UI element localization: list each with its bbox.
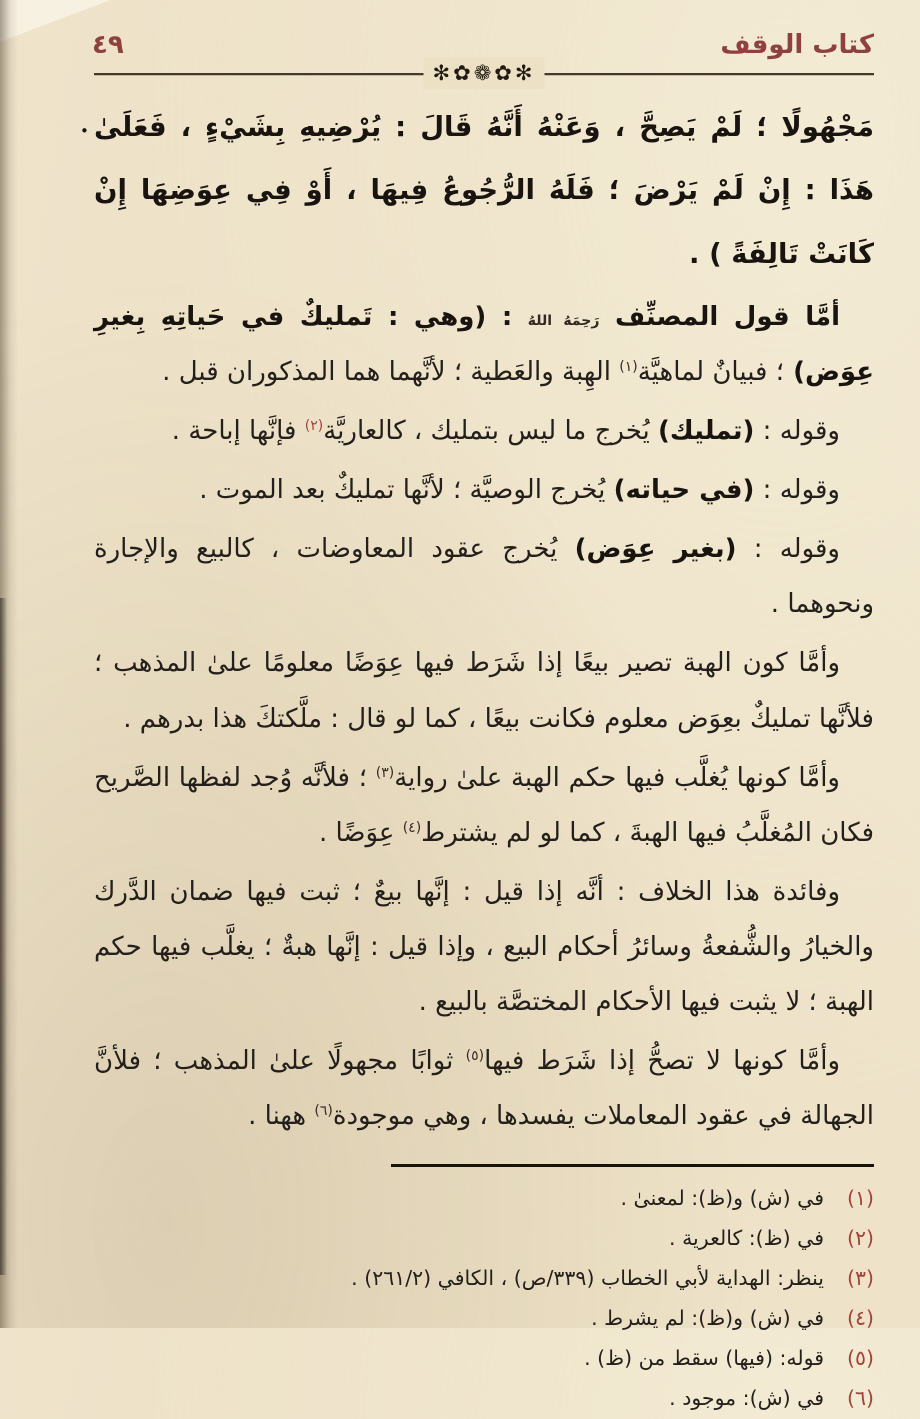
body-paragraph <box>94 404 874 459</box>
footnote-ref: (١) <box>619 358 638 375</box>
footnote-item <box>94 1299 874 1339</box>
text-segment: مَجْهُولًا ؛ لَمْ يَصِحَّ ، وَعَنْهُ أَنَّهُ قَالَ : يُرْضِيهِ بِشَيْءٍ ، فَعَلَىٰ هَذَا : إِنْ لَمْ يَرْضَ ؛ فَلَهُ الرُّجُوعُ فِيهَا ، أَوْ فِي عِوَضِهَا إِنْ كَانَتْ تَالِفَةً ) . <box>94 111 874 270</box>
book-title: كتاب الوقف <box>720 30 874 60</box>
footnote-number: (٣) <box>846 1266 874 1291</box>
footnote-separator <box>391 1164 874 1167</box>
body-paragraph <box>94 865 874 1030</box>
footnote-ref: (٤) <box>402 819 422 836</box>
footnote-text: في (ظ): كالعرية . <box>669 1226 824 1251</box>
footnote-text: ينظر: الهداية لأبي الخطاب (‭ص/٣٣٩‬) ، الكافي (٢٦١/٢) . <box>351 1266 824 1291</box>
text-segment: وأمَّا كونها يُغلَّب فيها حكم الهبة علىٰ رواية <box>394 762 840 793</box>
text-segment: (في حياته) <box>613 475 755 506</box>
body-paragraph <box>94 636 874 746</box>
text-segment: (تمليك) <box>658 415 755 446</box>
footnote-text: قوله: (فيها) سقط من (ظ) . <box>584 1346 824 1371</box>
body-paragraph <box>94 463 874 518</box>
body-paragraph <box>94 96 874 286</box>
text-segment: وأمَّا كونها لا تصحُّ إذا شَرَط فيها <box>484 1046 840 1077</box>
text-segment: يُخرج عقود المعاوضات ، كالبيع والإجارة ونحوهما . <box>94 534 874 620</box>
body-paragraph <box>94 751 874 861</box>
text-segment: وقوله : <box>754 475 840 506</box>
footnote-ref: (٣) <box>375 764 395 781</box>
footnotes <box>94 1179 874 1419</box>
text-segment: ههنا . <box>248 1101 315 1132</box>
footnote-text: في (ش): موجود . <box>669 1386 824 1411</box>
text-segment: وأمَّا كون الهبة تصير بيعًا إذا شَرَط فيها عِوَضًا معلومًا علىٰ المذهب ؛ فلأنَّها تمليكٌ بعِوَض معلوم فكانت بيعًا ، كما لو قال : ملَّكتكَ هذا بدرهم . <box>94 648 874 734</box>
body-paragraph <box>94 290 874 400</box>
footnote-item <box>94 1259 874 1299</box>
footnote-item <box>94 1179 874 1219</box>
footnote-number: (٥) <box>846 1346 874 1371</box>
footnote-item <box>94 1379 874 1419</box>
text-segment: ؛ فبيانٌ لماهيَّة <box>637 356 785 387</box>
footnote-number: (١) <box>846 1186 874 1211</box>
page-header <box>0 0 920 60</box>
page-number: ٤٩ <box>92 30 124 60</box>
footnote-number: (٢) <box>846 1226 874 1251</box>
text-segment: يُخرج الوصيَّة ؛ لأنَّها تمليكٌ بعد الموت . <box>199 475 614 506</box>
footnote-item <box>94 1219 874 1259</box>
text-segment: وفائدة هذا الخلاف : أنَّه إذا قيل : إنَّها بيعٌ ؛ ثبت فيها ضمان الدَّرك والخيارُ والشُّفعةُ وسائرُ أحكام البيع ، وإذا قيل : إنَّها هبةٌ ؛ يغلَّب فيها حكم الهبة ؛ لا يثبت فيها الأحكام المختصَّة بالبيع . <box>94 876 874 1018</box>
text-segment: وقوله : <box>736 534 840 565</box>
margin-mark: • <box>80 122 89 140</box>
text-segment: وقوله : <box>754 415 840 446</box>
text-segment: يُخرج ما ليس بتمليك ، كالعاريَّة <box>323 415 659 446</box>
text-segment: (بغير عِوَض) <box>574 534 737 565</box>
footnote-text: في (ش) و(ظ): لمعنىٰ . <box>620 1186 824 1211</box>
text-segment: رَحِمَهُ اللهُ <box>527 312 600 329</box>
body-paragraph <box>94 1034 874 1144</box>
body-text <box>94 96 874 1144</box>
footnote-ref: (٦) <box>314 1103 333 1120</box>
text-segment: فإنَّها إباحة . <box>171 415 305 446</box>
footnote-text: في (ش) و(ظ): لم يشرط . <box>591 1306 824 1331</box>
text-segment: أمَّا قول المصنِّف <box>599 301 840 332</box>
floral-ornament-icon: ✻✿❁✿✻ <box>424 57 545 89</box>
body-paragraph <box>94 522 874 632</box>
text-segment: : (وهي : تَمليكٌ في حَياتِهِ بِغيرِ عِوَض) <box>94 301 874 387</box>
footnote-number: (٤) <box>846 1306 874 1331</box>
header-divider <box>94 61 874 85</box>
text-segment: ؛ فلأنَّه وُجد لفظها الصَّريح فكان المُغلَّبُ فيها الهبةَ ، كما لو لم يشترط <box>94 762 874 848</box>
text-segment: الهِبة والعَطية ؛ لأنَّهما هما المذكوران قبل . <box>162 356 620 387</box>
text-segment: عِوَضًا . <box>318 817 403 848</box>
scan-gutter-shadow <box>0 0 18 1328</box>
footnote-ref: (٥) <box>465 1048 485 1065</box>
footnote-number: (٦) <box>846 1386 874 1411</box>
footnote-item <box>94 1339 874 1379</box>
footnote-ref: (٢) <box>304 417 324 434</box>
text-segment: ثوابًا مجهولًا علىٰ المذهب ؛ فلأنَّ الجهالة في عقود المعاملات يفسدها ، وهي موجودة <box>94 1046 874 1132</box>
